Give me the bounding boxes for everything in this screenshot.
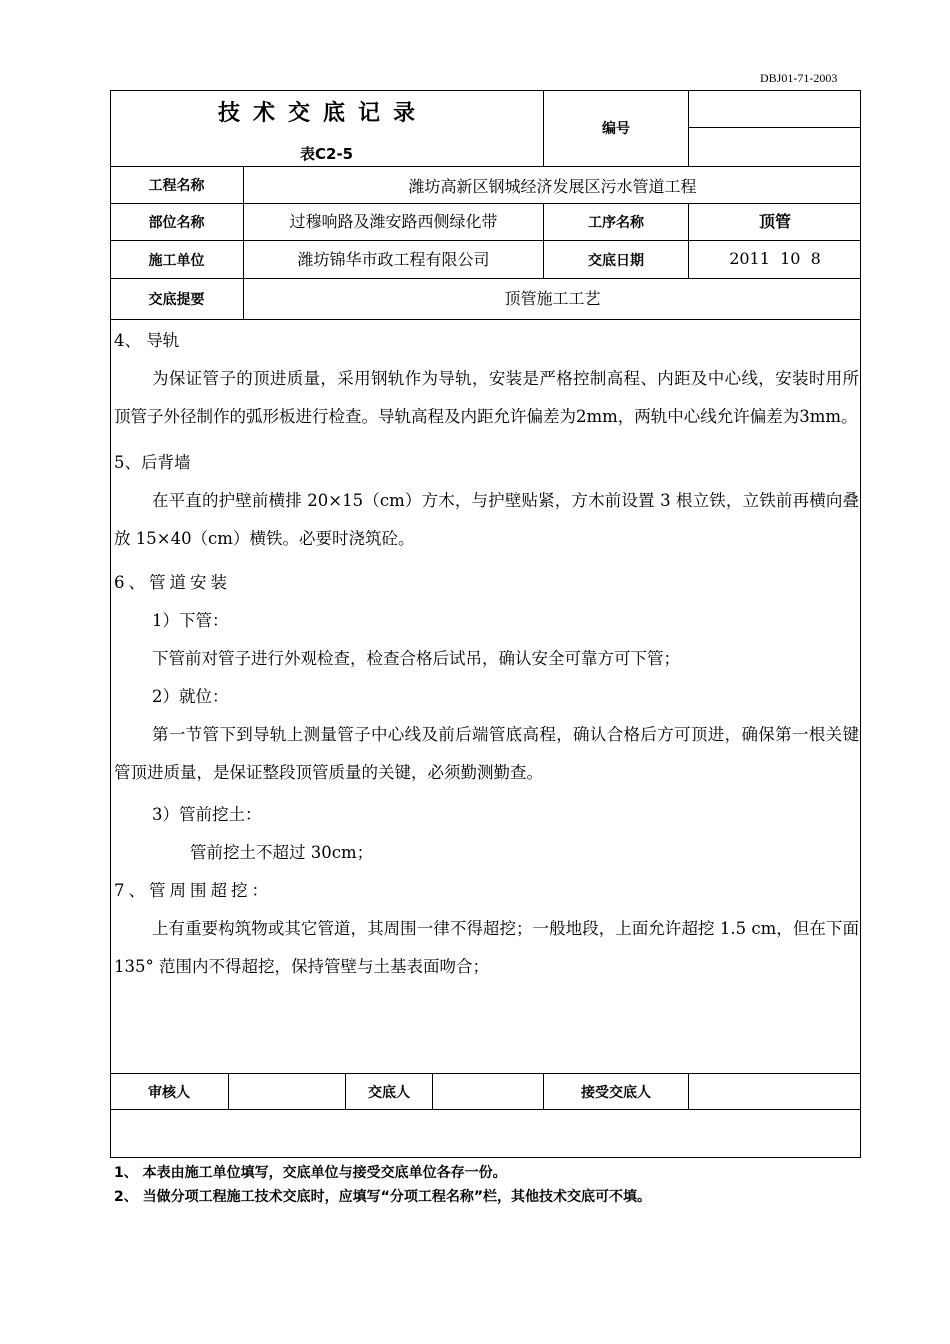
- section-6-1-title: 1）下管：: [152, 611, 229, 630]
- discloser-label: 交底人: [368, 1084, 410, 1101]
- reviewer-label: 审核人: [148, 1084, 190, 1101]
- section-6-1-body: 下管前对管子进行外观检查，检查合格后试吊，确认安全可靠方可下管；: [152, 649, 680, 668]
- table-rule: [110, 1109, 861, 1110]
- receiver-label: 接受交底人: [581, 1084, 651, 1101]
- process-name-label: 工序名称: [588, 215, 644, 231]
- section-5-body: 在平直的护壁前横排 20×15（cm）方木，与护壁贴紧，方木前设置 3 根立铁，立铁前再横向叠放 15×40（cm）横铁。必要时浇筑砼。: [114, 491, 859, 548]
- form-title: 技术交底记录: [218, 101, 429, 126]
- section-6-3-title: 3）管前挖土：: [152, 805, 262, 824]
- disclosure-content: [114, 322, 859, 986]
- summary-value: 顶管施工工艺: [504, 289, 601, 308]
- note-2: 2、 当做分项工程施工技术交底时，应填写“分项工程名称”栏，其他技术交底可不填。: [114, 1189, 652, 1205]
- project-name-label: 工程名称: [148, 178, 205, 194]
- section-6-2-title: 2）就位：: [152, 687, 229, 706]
- date-value: 2011 10 8: [729, 248, 821, 268]
- number-value-field-2[interactable]: [689, 128, 861, 166]
- section-5-title: 5、后背墙: [114, 453, 191, 472]
- receiver-signature-field[interactable]: [689, 1074, 861, 1109]
- discloser-signature-field[interactable]: [433, 1074, 543, 1109]
- summary-label: 交底提要: [148, 292, 205, 308]
- contractor-label: 施工单位: [148, 252, 205, 269]
- section-7-title: 7、管周围超挖：: [114, 881, 272, 900]
- contractor-value: 潍坊锦华市政工程有限公司: [297, 249, 490, 269]
- project-name-value: 潍坊高新区钢城经济发展区污水管道工程: [408, 176, 697, 196]
- process-name-value: 顶管: [758, 212, 791, 231]
- part-name-label: 部位名称: [148, 215, 205, 231]
- section-6-3-body: 管前挖土不超过 30cm；: [190, 843, 374, 862]
- section-6-title: 6、管道安装: [114, 573, 231, 592]
- section-4-body: 为保证管子的顶进质量，采用钢轨作为导轨，安装是严格控制高程、内距及中心线，安装时用所顶管子外径制作的弧形板进行检查。导轨高程及内距允许偏差为2mm，两轨中心线允许偏差为3mm。: [114, 369, 859, 426]
- number-label: 编号: [602, 121, 630, 137]
- section-7-body: 上有重要构筑物或其它管道，其周围一律不得超挖；一般地段，上面允许超挖 1.5 cm，但在下面 135° 范围内不得超挖，保持管壁与土基表面吻合；: [114, 919, 859, 976]
- document-code: DBJ01-71-2003: [760, 71, 838, 85]
- section-4-title: 4、 导轨: [114, 331, 180, 350]
- section-6-2-body: 第一节管下到导轨上测量管子中心线及前后端管底高程，确认合格后方可顶进，确保第一根关键管顶进质量，是保证整段顶管质量的关键，必须勤测勤查。: [114, 725, 859, 782]
- part-name-value: 过穆响路及潍安路西侧绿化带: [289, 212, 498, 231]
- form-notes: [114, 1161, 651, 1209]
- date-label: 交底日期: [588, 252, 644, 269]
- reviewer-signature-field[interactable]: [229, 1074, 345, 1109]
- number-value-field[interactable]: [689, 91, 861, 127]
- table-rule: [110, 319, 861, 320]
- form-number: 表C2-5: [300, 145, 354, 163]
- note-1: 1、 本表由施工单位填写，交底单位与接受交底单位各存一份。: [114, 1165, 507, 1181]
